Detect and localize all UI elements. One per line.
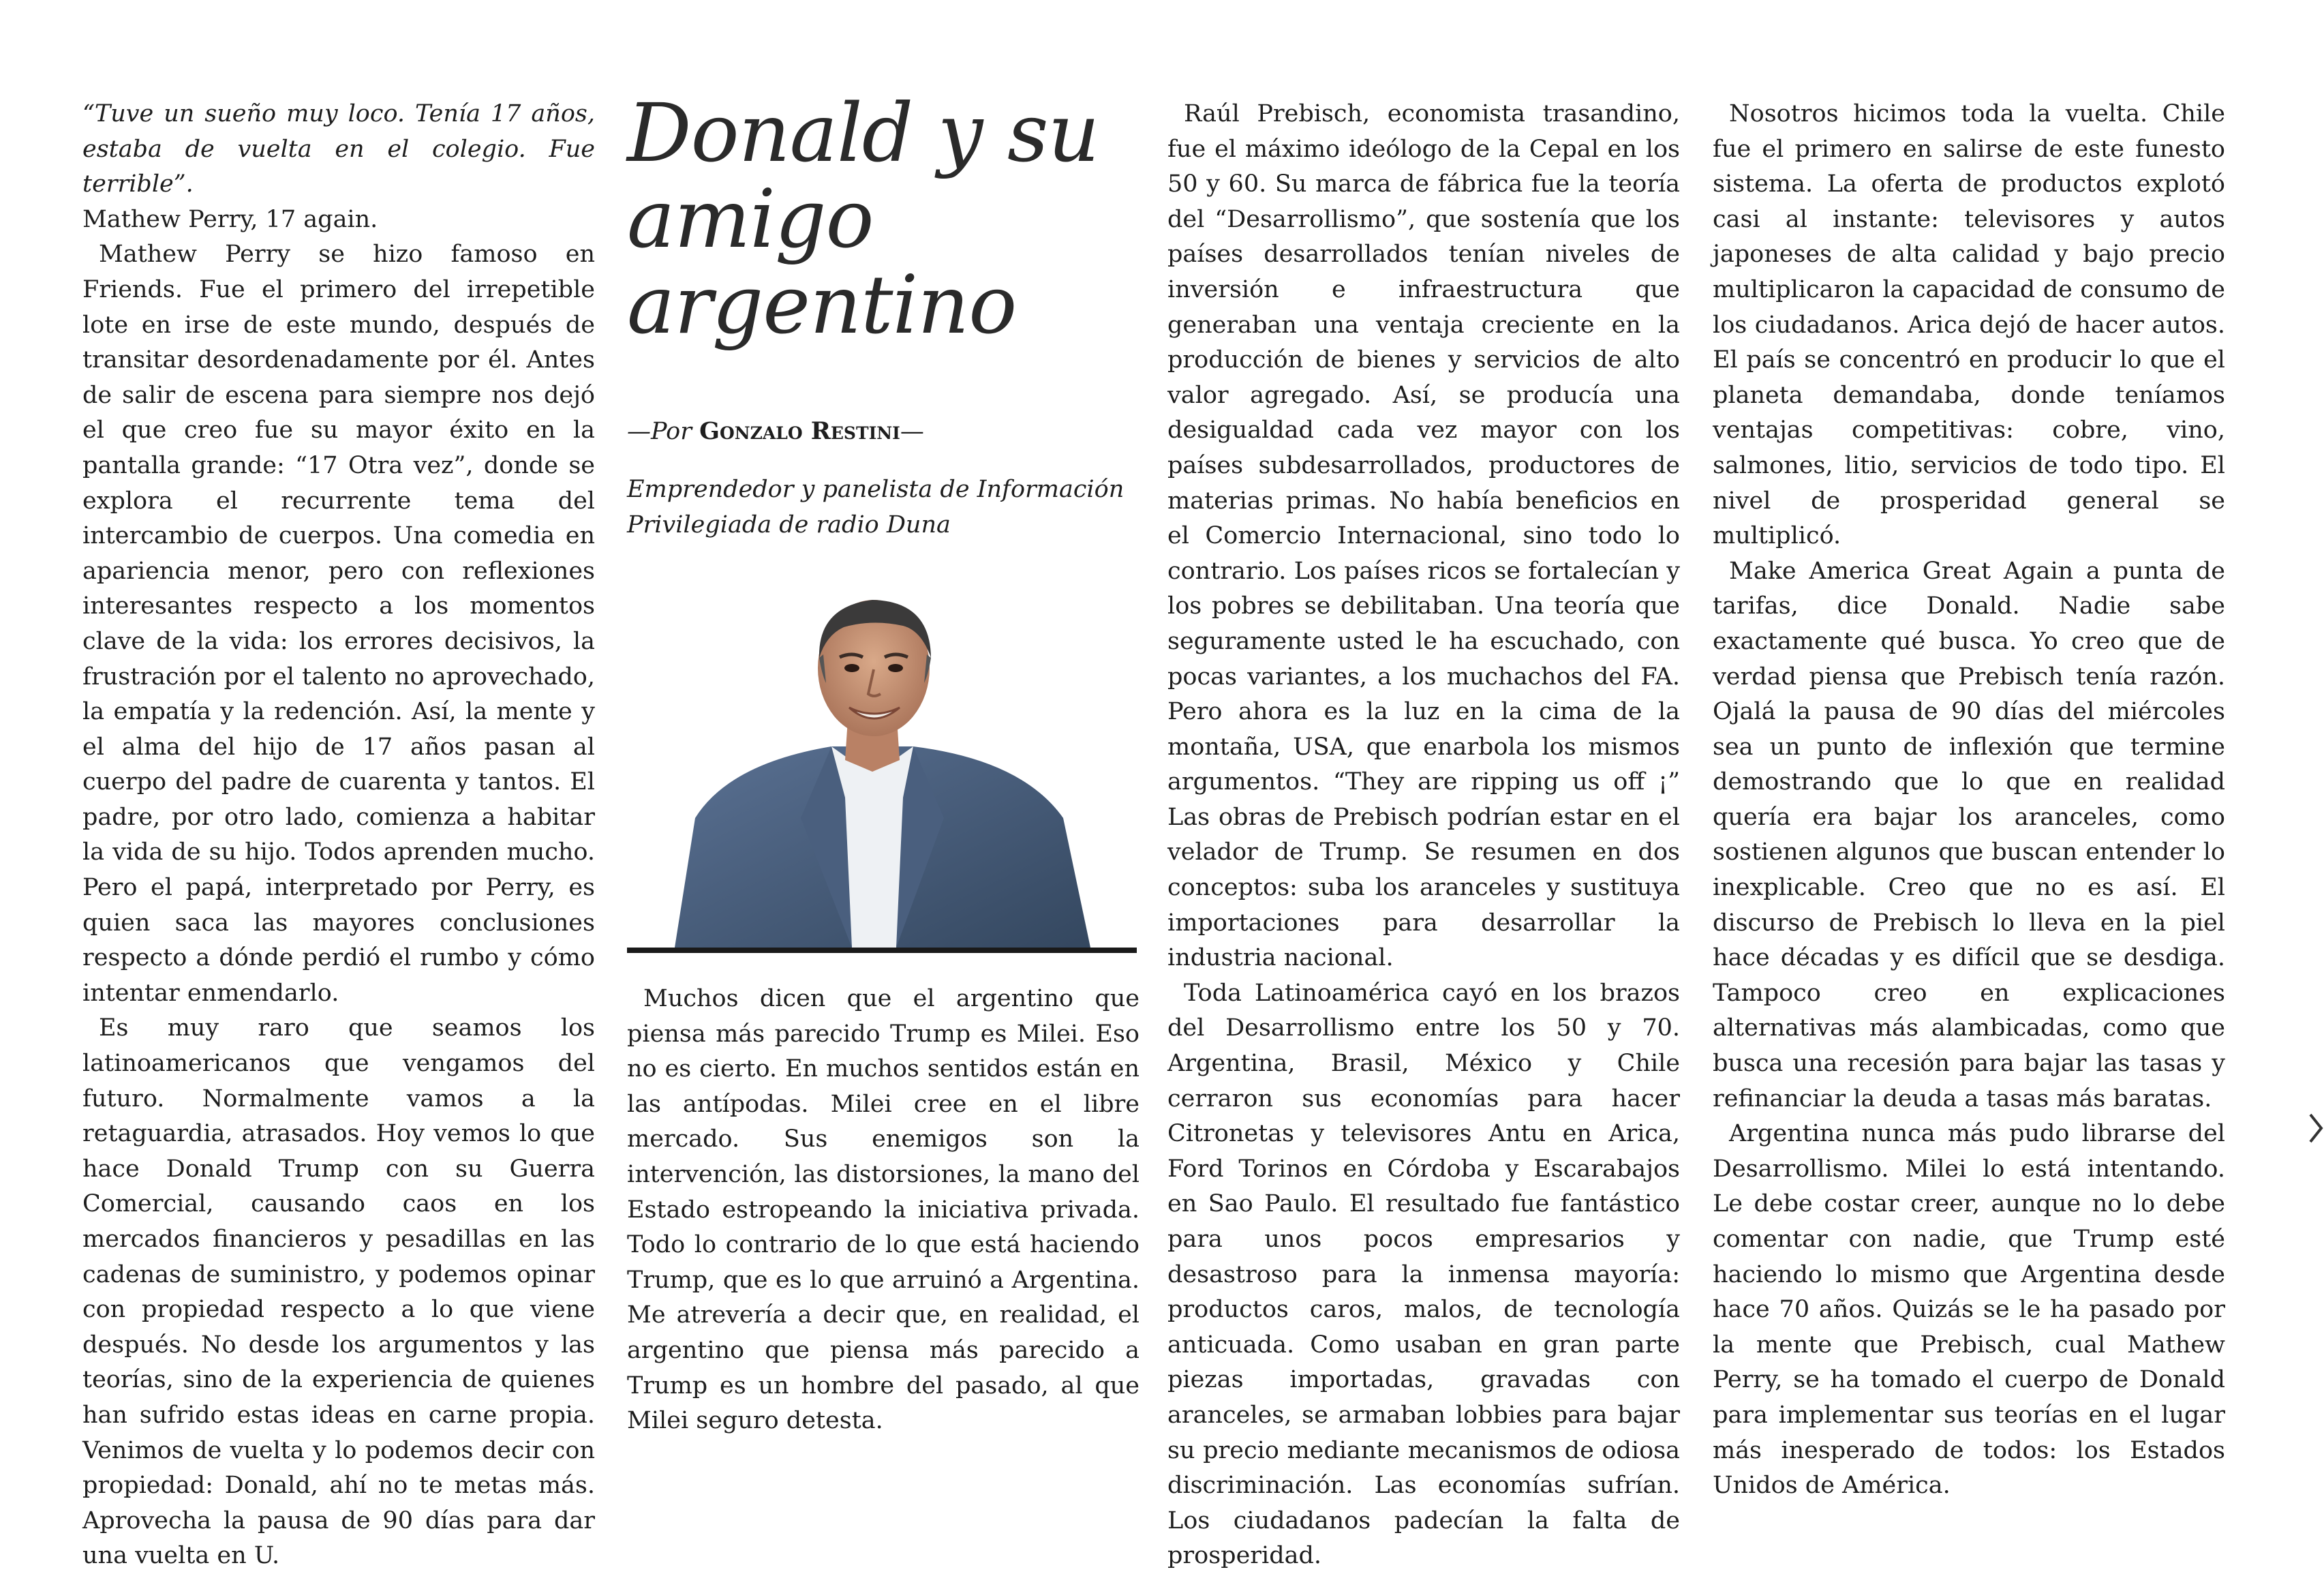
epigraph-quote: “Tuve un sueño muy loco. Tenía 17 años, estaba de vuelta en el colegio. Fue terrible”. <box>82 100 595 198</box>
photo-rule <box>627 948 1137 953</box>
article-headline: Donald y su amigo argentino <box>627 86 1099 352</box>
article-column-1 <box>82 97 595 1574</box>
author-name: Gonzalo Restini <box>699 417 900 445</box>
author-role: Emprendedor y panelista de Información Privilegiada de radio Duna <box>627 476 1125 539</box>
article-paragraph: Raúl Prebisch, economista trasandino, fue el máximo ideólogo de la Cepal en los 50 y 60. Su marca de fábrica fue la teoría del “Desarrollismo”, que sostenía que los países desarrollados tenían niveles de inversión e infraestructura que generaban una ventaja creciente en la producción de bienes y servicios de alto valor agregado. Así, se producía una desigualdad cada vez mayor con los países subdesarrollados, productores de materias primas. No había beneficios en el Comercio Internacional, sino todo lo contrario. Los países ricos se fortalecían y los pobres se debilitaban. Una teoría que seguramente usted le ha escuchado, con pocas variantes, a los muchachos del FA. Pero ahora es la luz en la cima de la montaña, USA, que enarbola los mismos argumentos. “They are ripping us off ¡” Las obras de Prebisch podrían estar en el velador de Trump. Se resumen en dos conceptos: suba los aranceles y sustituya importaciones para desarrollar la industria nacional. <box>1167 100 1680 972</box>
article-column-4 <box>1713 97 2225 1504</box>
article-paragraph: Es muy raro que seamos los latinoamericanos que vengamos del futuro. Normalmente vamos a la retaguardia, atrasados. Hoy vemos lo que hace Donald Trump con su Guerra Comercial, causando caos en los mercados financieros y pesadillas en las cadenas de suministro, y podemos opinar con propiedad respecto a lo que viene después. No desde los argumentos y las teorías, sino de la experiencia de quienes han sufrido estas ideas en carne propia. Venimos de vuelta y lo podemos decir con propiedad: Donald, ahí no te metas más. Aprovecha la pausa de 90 días para dar una vuelta en U. <box>82 1014 595 1570</box>
byline <box>627 417 924 445</box>
article-column-3 <box>1167 97 1680 1574</box>
article-column-2 <box>627 982 1140 1439</box>
article-paragraph: Make America Great Again a punta de tarifas, dice Donald. Nadie sabe exactamente qué busca. Yo creo que de verdad piensa que Prebisch tenía razón. Ojalá la pausa de 90 días del miércoles sea un punto de inflexión que termine demostrando que lo que en realidad quería era bajar los aranceles, como sostienen algunos que buscan entender lo inexplicable. Creo que no es así. El discurso de Prebisch lo lleva en la piel hace décadas y es difícil que se desdiga. Tampoco creo en explicaciones alternativas más alambicadas, como que busca una recesión para bajar las tasas y refinanciar la deuda a tasas más baratas. <box>1713 557 2225 1113</box>
article-paragraph: Nosotros hicimos toda la vuelta. Chile fue el primero en salirse de este funesto sistema. La oferta de productos explotó casi al instante: televisores y autos japoneses de alta calidad y bajo precio multiplicaron la capacidad de consumo de los ciudadanos. Arica dejó de hacer autos. El país se concentró en producir lo que el planeta demandaba, donde teníamos ventajas competitivas: cobre, vino, salmones, litio, servicios de todo tipo. El nivel de prosperidad general se multiplicó. <box>1713 100 2225 550</box>
article-paragraph: Toda Latinoamérica cayó en los brazos del Desarrollismo entre los 50 y 70. Argentina, Brasil, México y Chile cerraron sus economías para hacer Citronetas y televisores Antu en Arica, Ford Torinos en Córdoba y Escarabajos en Sao Paulo. El resultado fue fantástico para unos pocos empresarios y desastroso para la inmensa mayoría: productos caros, malos, de tecnología anticuada. Como usaban en gran parte piezas importadas, gravadas con aranceles, se armaban lobbies para bajar su precio mediante mecanismos de odiosa discriminación. Las economías sufrían. Los ciudadanos padecían la falta de prosperidad. <box>1167 979 1680 1570</box>
chevron-right-icon[interactable] <box>2308 1108 2324 1149</box>
article-paragraph: Muchos dicen que el argentino que piensa más parecido Trump es Milei. Eso no es cierto. En muchos sentidos están en las antípodas. Milei cree en el libre mercado. Sus enemigos son la intervención, las distorsiones, la mano del Estado estropeando la iniciativa privada. Todo lo contrario de lo que está haciendo Trump, que es lo que arruinó a Argentina. Me atrevería a decir que, en realidad, el argentino que piensa más parecido a Trump es un hombre del pasado, al que Milei seguro detesta. <box>627 985 1140 1435</box>
epigraph-source: Mathew Perry, 17 again. <box>82 205 378 233</box>
article-paragraph: Argentina nunca más pudo librarse del Desarrollismo. Milei lo está intentando. Le debe costar creer, aunque no lo debe comentar con nadie, que Trump esté haciendo lo mismo que Argentina desde hace 70 años. Quizás se le ha pasado por la mente que Prebisch, cual Mathew Perry, se ha tomado el cuerpo de Donald para implementar sus teorías en el lugar más inesperado de todos: los Estados Unidos de América. <box>1713 1120 2225 1500</box>
article-paragraph: Mathew Perry se hizo famoso en Friends. Fue el primero del irrepetible lote en irse de este mundo, después de transitar desordenadamente por él. Antes de salir de escena para siempre nos dejó el que creo fue su mayor éxito en la pantalla grande: “17 Otra vez”, donde se explora el recurrente tema del intercambio de cuerpos. Una comedia en apariencia menor, pero con reflexiones interesantes respecto a los momentos clave de la vida: los errores decisivos, la frustración por el talento no aprovechado, la empatía y la redención. Así, la mente y el alma del hijo de 17 años pasan al cuerpo del padre de cuarenta y tantos. El padre, por otro lado, comienza a habitar la vida de su hijo. Todos aprenden mucho. Pero el papá, interpretado por Perry, es quien saca las mayores conclusiones respecto a dónde perdió el rumbo y cómo intentar enmendarlo. <box>82 241 595 1007</box>
byline-prefix: —Por <box>627 418 692 445</box>
byline-suffix: — <box>900 418 924 445</box>
author-photo <box>627 593 1137 948</box>
